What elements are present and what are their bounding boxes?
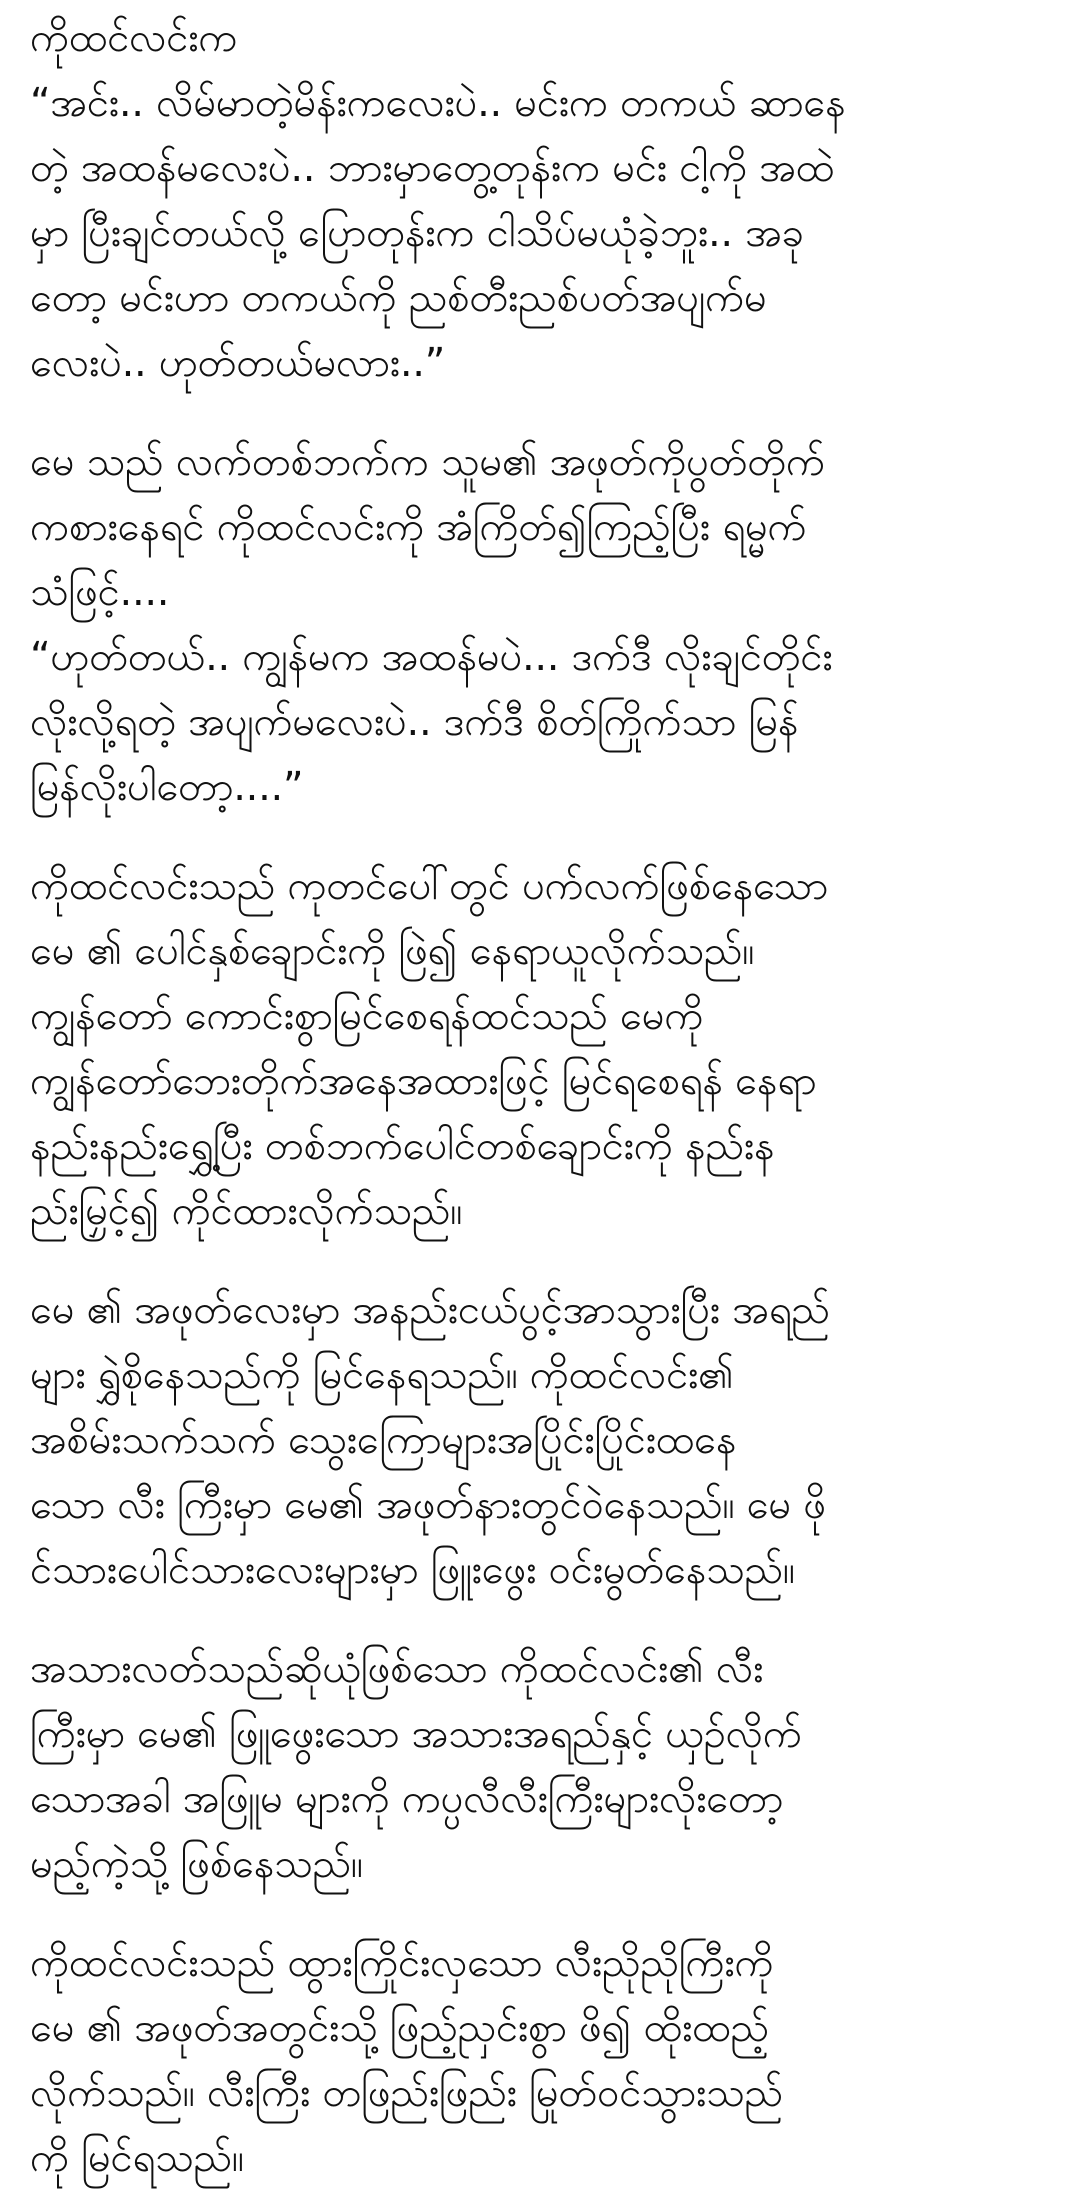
text-line: တဲ့ အထန်မလေးပဲ.. ဘားမှာတွေ့တုန်းက မင်း ငါ့ကို အထဲ [30,145,835,191]
text-line: ကိုထင်လင်းက [30,15,238,61]
text-line: သော လီး ကြီးမှာ မေ၏ အဖုတ်နားတွင်ဝဲနေသည်။ မေ ဖို [30,1482,826,1528]
text-line: အသားလတ်သည်ဆိုယုံဖြစ်သော ကိုထင်လင်း၏ လီး [30,1646,764,1692]
text-line: သောအခါ အဖြူမ များကို ကပ္ပလီလီးကြီးများလိုးတော့ [30,1776,784,1822]
text-line: မေ သည် လက်တစ်ဘက်က သူမ၏ အဖုတ်ကိုပွတ်တိုက် [30,439,825,485]
text-line: ကိုထင်လင်းသည် ကုတင်ပေါ်တွင် ပက်လက်ဖြစ်နေသော [30,863,829,909]
text-line: ကြီးမှာ မေ၏ ဖြူဖွေးသော အသားအရည်နှင့် ယှဉ်လိုက် [30,1711,802,1757]
text-line: ည်းမြှင့်၍ ကိုင်ထားလိုက်သည်။ [30,1188,463,1234]
text-line: “အင်း.. လိမ်မာတဲ့မိန်းကလေးပဲ.. မင်းက တကယ် ဆာနေ [30,80,846,126]
text-line: ကိုထင်လင်းသည် ထွားကြိုင်းလှသော လီးညိုညိုကြီးကို [30,1940,774,1986]
paragraph-5 [30,1637,1046,1897]
text-line: “ဟုတ်တယ်.. ကျွန်မက အထန်မပဲ... ဒက်ဒီ လိုးချင်တိုင်း [30,634,833,680]
paragraph-4 [30,1278,1046,1603]
paragraph-1 [30,6,1046,396]
text-line: အစိမ်းသက်သက် သွေးကြောများအပြိုင်းပြိုင်းထနေ [30,1417,737,1463]
text-line: မေ ၏ အဖုတ်လေးမှာ အနည်းငယ်ပွင့်အာသွားပြီး အရည် [30,1287,830,1333]
text-line: ကစားနေရင် ကိုထင်လင်းကို အံကြိတ်၍ကြည့်ပြီး ရမ္မက် [30,504,807,550]
text-line: လိုက်သည်။ လီးကြီး တဖြည်းဖြည်း မြုတ်ဝင်သွားသည် [30,2070,783,2116]
paragraph-3 [30,854,1046,1244]
text-line: လေးပဲ.. ဟုတ်တယ်မလား..” [30,340,446,386]
text-line: ကို မြင်ရသည်။ [30,2135,244,2181]
paragraph-6 [30,1931,1046,2191]
text-line: င်သားပေါင်သားလေးများမှာ ဖြူးဖွေး ဝင်းမွတ်နေသည်။ [30,1547,795,1593]
text-line: မြန်လိုးပါတော့....” [30,764,304,810]
text-line: မေ ၏ အဖုတ်အတွင်းသို့ ဖြည့်ညှင်းစွာ ဖိ၍ ထိုးထည့် [30,2005,769,2051]
text-line: ကျွန်တော်ဘေးတိုက်အနေအထားဖြင့် မြင်ရစေရန် နေရာ [30,1058,817,1104]
text-line: မေ ၏ ပေါင်နှစ်ချောင်းကို ဖြဲ၍ နေရာယူလိုက်သည်။ [30,928,755,974]
paragraph-2 [30,430,1046,820]
text-line: သံဖြင့်.... [30,569,170,615]
text-line: မည့်ကဲ့သို့ ဖြစ်နေသည်။ [30,1841,363,1887]
text-line: မှာ ပြီးချင်တယ်လို့ ပြောတုန်းက ငါသိပ်မယုံခဲ့ဘူး.. အခု [30,210,804,256]
text-line: လိုးလို့ရတဲ့ အပျက်မလေးပဲ.. ဒက်ဒီ စိတ်ကြိုက်သာ မြန် [30,699,799,745]
text-line: တော့ မင်းဟာ တကယ်ကို ညစ်တီးညစ်ပတ်အပျက်မ [30,275,767,321]
text-line: များ ရွှဲစိုနေသည်ကို မြင်နေရသည်။ ကိုထင်လင်း၏ [30,1352,734,1398]
text-line: နည်းနည်းရွှေ့ပြီး တစ်ဘက်ပေါင်တစ်ချောင်းကို နည်းန [30,1123,775,1169]
text-line: ကျွန်တော် ကောင်းစွာမြင်စေရန်ထင်သည် မေကို [30,993,704,1039]
